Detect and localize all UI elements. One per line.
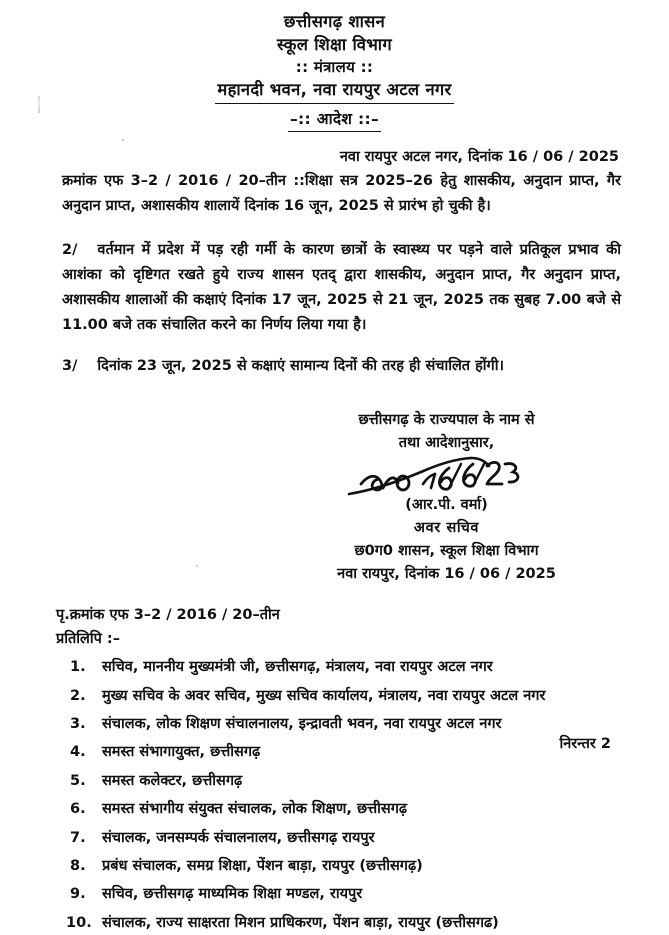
endorsement-number: पृ.क्रमांक एफ 3–2 / 2016 / 20–तीन <box>56 607 280 624</box>
signatory-department: छ0ग0 शासन, स्कूल शिक्षा विभाग <box>354 542 539 559</box>
paragraph-1: क्रमांक एफ 3–2 / 2016 / 20–तीन ::शिक्षा सत्र 2025–26 हेतु शासकीय, अनुदान प्राप्त, गैर अनुदान प्राप्त, अशासकीय शालायें दिनांक 16 जून, 2025 से प्रारंभ हो चुकी है। <box>62 172 621 214</box>
list-item: प्रबंध संचालक, समग्र शिक्षा, पेंशन बाड़ा, रायपुर (छत्तीसगढ़) <box>102 858 423 875</box>
header-department: स्कूल शिक्षा विभाग <box>277 35 392 55</box>
copy-recipients-list <box>56 656 621 935</box>
signature-block <box>62 409 621 586</box>
list-item: सचिव, माननीय मुख्यमंत्री जी, छत्तीसगढ़, मंत्रालय, नवा रायपुर अटल नगर <box>102 659 493 676</box>
scan-artifact-margin <box>38 96 40 113</box>
list-item: मुख्य सचिव के अवर सचिव, मुख्य सचिव कार्यालय, मंत्रालय, नवा रायपुर अटल नगर <box>102 687 546 704</box>
by-order-of-governor-line-2: तथा आदेशानुसार, <box>398 435 495 452</box>
list-item: समस्त संभागीय संयुक्त संचालक, लोक शिक्षण, छत्तीसगढ़ <box>102 801 408 818</box>
paragraph-2-text: वर्तमान में प्रदेश में पड़ रही गर्मी के कारण छात्रों के स्वास्थ्य पर पड़ने वाले प्रतिकूल प्रभाव की आशंका को दृष्टिगत रखते हुये राज्य शासन एतद् द्वारा शासकीय, अनुदान प्राप्त, गैर अनुदान प्राप्त, अशासकीय शालाओं की कक्षाएं दिनांक 17 जून, 2025 से 21 जून, 2025 तक सुबह 7.00 बजे से 11.00 बजे तक संचालित करने का निर्णय लिया गया है। <box>62 242 621 334</box>
handwritten-signature <box>272 458 621 498</box>
signatory-designation: अवर सचिव <box>413 519 480 536</box>
list-item: संचालक, जनसम्पर्क संचालनालय, छत्तीसगढ़ रायपुर <box>102 829 375 846</box>
endorsement-section <box>0 604 669 935</box>
issue-place-date: नवा रायपुर अटल नगर, दिनांक 16 / 06 / 2025 <box>339 148 619 165</box>
header-order-title: –:: आदेश ::– <box>288 108 381 132</box>
endorsement-copy-label: प्रतिलिपि :– <box>56 630 120 647</box>
signatory-name: (आर.पी. वर्मा) <box>405 496 488 513</box>
header-ministry: :: मंत्रालय :: <box>295 57 374 76</box>
header-building-address: महानदी भवन, नवा रायपुर अटल नगर <box>215 78 453 103</box>
scan-artifact-dot <box>122 139 124 141</box>
page-continuation-footer: निरन्तर 2 <box>559 736 611 752</box>
header-state-government: छत्तीसगढ़ शासन <box>283 12 386 31</box>
paragraph-2 <box>62 238 621 338</box>
list-item: सचिव, छत्तीसगढ़ माध्यमिक शिक्षा मण्डल, रायपुर <box>102 886 363 903</box>
paragraph-2-number: 2/ <box>62 242 78 259</box>
list-item: समस्त कलेक्टर, छत्तीसगढ़ <box>102 772 243 789</box>
signatory-place-date: नवा रायपुर, दिनांक 16 / 06 / 2025 <box>337 566 556 583</box>
paragraph-3-text: दिनांक 23 जून, 2025 से कक्षाएं सामान्य दिनों की तरह ही संचालित होंगी। <box>97 358 504 375</box>
list-item: संचालक, लोक शिक्षण संचालनालय, इन्द्रावती भवन, नवा रायपुर अटल नगर <box>102 716 502 732</box>
paragraph-3-number: 3/ <box>62 358 78 375</box>
paragraph-3 <box>62 354 621 379</box>
list-item: संचालक, राज्य साक्षरता मिशन प्राधिकरण, पेंशन बाड़ा, रायपुर (छत्तीसगढ) <box>102 914 499 931</box>
list-item: समस्त संभागायुक्त, छत्तीसगढ़ <box>102 744 261 761</box>
by-order-of-governor-line-1: छत्तीसगढ़ के राज्यपाल के नाम से <box>358 412 535 429</box>
document-body <box>0 146 669 587</box>
document-header <box>0 0 669 132</box>
